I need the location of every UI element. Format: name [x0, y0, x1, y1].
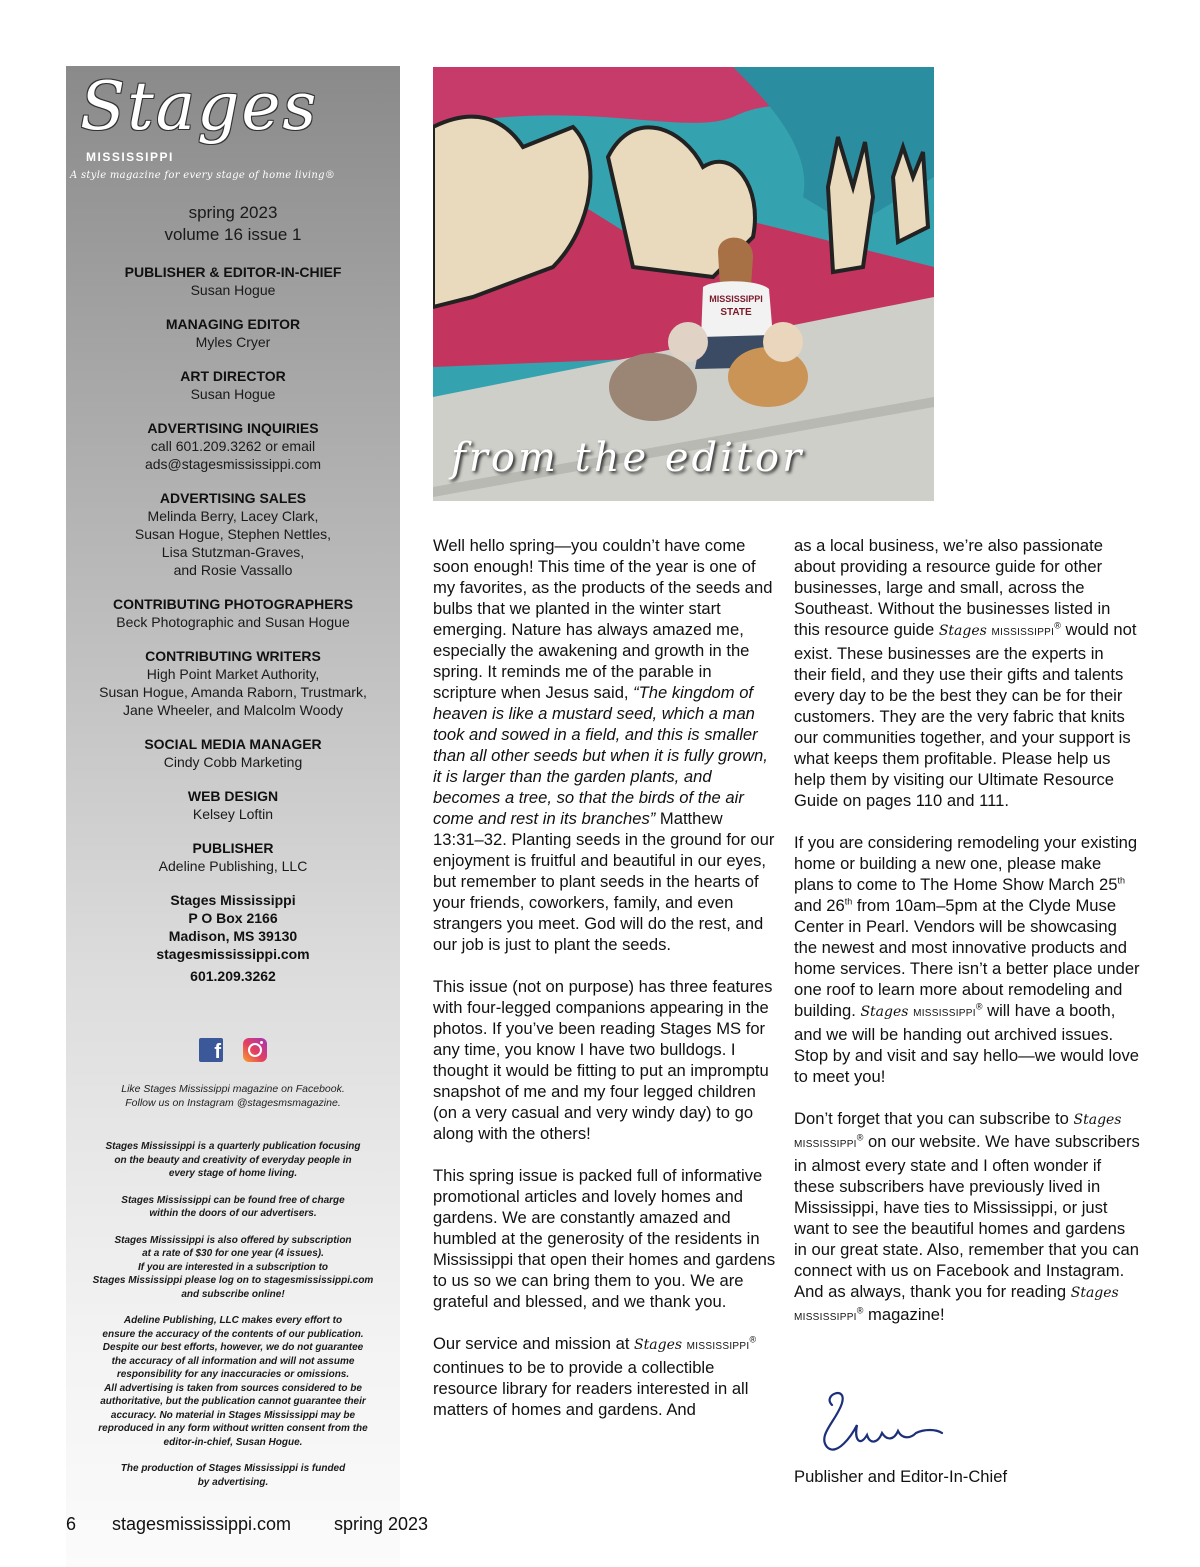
social-icons [66, 1038, 400, 1062]
credit-line: Cindy Cobb Marketing [163, 754, 303, 770]
facebook-icon[interactable]: f [199, 1038, 223, 1062]
brand-mark [634, 1334, 756, 1353]
text-run: If you are considering remodeling your existing home or building a new one, please make plans to come to The Home Show March 25 [794, 833, 1138, 894]
logo-wordmark: Stages [80, 68, 319, 145]
text-run: Our service and mission at [433, 1334, 635, 1353]
brand-script: Stages [634, 1337, 683, 1353]
issue-volume: volume 16 issue 1 [164, 225, 302, 244]
signature-graphic [812, 1385, 952, 1465]
brand-reg: ® [975, 1001, 983, 1012]
text-run: on our website. We have subscribers in almost every state and I often wonder if these subscribers have previously lived in Mississippi, have ties to Mississippi, or just want to see the beautiful homes and gardens in our great state. Also, remember that you can connect with us on Facebook and Instagram. And as always, thank you for reading [794, 1132, 1140, 1301]
fine-line: within the doors of our advertisers. [149, 1208, 317, 1219]
logo-tagline: A style magazine for every stage of home living® [70, 170, 336, 181]
fine-line: If you are interested in a subscription to [137, 1261, 329, 1273]
fine-line: responsibility for any inaccuracies or omissions. [116, 1369, 350, 1380]
fine-line: Stages Mississippi can be found free of charge [121, 1194, 345, 1206]
text-run: as a local business, we’re also passionate about providing a resource guide for other businesses, large and small, across the Southeast. Without the businesses listed in this resource guide [794, 536, 1111, 639]
credit-publisher-editor [66, 263, 400, 299]
fine-line: reproduced in any form without written consent from the [98, 1423, 368, 1434]
brand-reg: ® [1054, 620, 1061, 631]
text-run: Well hello spring—you couldn’t have come soon enough! This time of the year is one of my favorites, as the products of the seeds and bulbs that we planted in the winter start emerging. Nature has always amazed me, especially the awakening and growth in the spring. It reminds me of the parable in scripture when Jesus said, [433, 536, 773, 702]
fine-line: by advertising. [197, 1476, 269, 1488]
mailing-address [66, 891, 400, 985]
credit-title: CONTRIBUTING WRITERS [145, 648, 321, 664]
masthead-credits [66, 263, 400, 1001]
article-paragraph [433, 1333, 777, 1420]
article-paragraph [794, 832, 1140, 1087]
brand-reg: ® [749, 1334, 757, 1345]
scripture-quote: “The kingdom of heaven is like a mustard seed, which a man took and sowed in a field, and this is smaller than all other seeds but when it is fully grown, it is larger than the garden plants, and becomes a tree, so that the birds of the air come and rest in its branches” [433, 683, 768, 828]
article-paragraph: This issue (not on purpose) has three features with four-legged companions appearing in the photos. If you’ve been reading Stages MS for any time, you know I have two bulldogs. I thought it would be fitting to put an impromptu snapshot of me and my four legged children (on a very casual and very windy day) to go along with the others! [433, 977, 773, 1143]
credit-line: Beck Photographic and Susan Hogue [116, 614, 350, 630]
credit-line: High Point Market Authority, [146, 666, 320, 682]
fine-print-paragraph [72, 1314, 394, 1449]
credit-title: MANAGING EDITOR [165, 316, 301, 332]
fine-print [72, 1140, 394, 1502]
credit-publisher [66, 839, 400, 875]
text-run: continues to be to provide a collectible resource library for readers interested in all matters of homes and gardens. And [433, 1358, 749, 1419]
text-run: will have a booth, and we will be handing out archived issues. Stop by and visit and say hello—we would love to meet you! [794, 1001, 1139, 1086]
instagram-note: Follow us on Instagram @stagesmsmagazine. [125, 1097, 341, 1109]
fine-line: every stage of home living. [168, 1168, 298, 1179]
text-run: magazine! [863, 1305, 945, 1324]
credit-line: Melinda Berry, Lacey Clark, [147, 508, 319, 524]
address-line: Madison, MS 39130 [168, 928, 298, 944]
fine-line: Despite our best efforts, however, we do not guarantee [102, 1342, 364, 1353]
brand-mark [860, 1001, 982, 1020]
text-run: and 26 [794, 896, 845, 915]
masthead-sidebar [66, 66, 400, 1567]
credit-line: Jane Wheeler, and Malcolm Woody [123, 702, 343, 718]
fine-line: the accuracy of all information and will not assume [111, 1355, 355, 1367]
credit-social-media-manager [66, 735, 400, 771]
editor-photo [433, 67, 934, 501]
fine-print-paragraph [72, 1194, 394, 1221]
credit-art-director [66, 367, 400, 403]
credit-title: ART DIRECTOR [180, 368, 286, 384]
instagram-icon[interactable] [243, 1038, 267, 1062]
brand-reg: ® [856, 1305, 864, 1316]
credit-line: Susan Hogue [190, 282, 276, 298]
credit-advertising-sales [66, 489, 400, 579]
credit-contributing-writers [66, 647, 400, 719]
text-run: from 10am–5pm at the Clyde Muse Center in Pearl. Vendors will be showcasing the newest and most innovative products and home services. There isn’t a better place under one roof to learn more about remodeling and building. [794, 896, 1140, 1020]
brand-script: Stages [938, 623, 987, 639]
ordinal-suffix: th [1117, 875, 1125, 886]
text-run: would not exist. These businesses are the experts in their field, and they use their gifts and talents every day to be the best they can be for their customers. They are the very fabric that knits our communities together, and your support is what keeps them profitable. Please help us help them by visiting our Ultimate Resource Guide on pages 110 and 111. [794, 620, 1137, 810]
fine-line: Stages Mississippi please log on to stagesmississippi.com [92, 1275, 374, 1286]
brand-caps: MISSISSIPPI [794, 1139, 857, 1150]
credit-title: SOCIAL MEDIA MANAGER [144, 736, 322, 752]
facebook-note: Like Stages Mississippi magazine on Facebook. [121, 1083, 345, 1095]
brand-mark [939, 620, 1061, 639]
footer-site: stagesmississippi.com [112, 1514, 292, 1534]
fine-line: authoritative, but the publication cannot guarantee their [100, 1396, 366, 1407]
credit-line: Susan Hogue, Stephen Nettles, [134, 526, 332, 542]
social-note [66, 1082, 400, 1110]
fine-line: Stages Mississippi is also offered by subscription [114, 1234, 352, 1246]
website-text: stagesmississippi.com [156, 946, 310, 962]
fine-line: The production of Stages Mississippi is funded [120, 1463, 346, 1474]
fine-line: editor-in-chief, Susan Hogue. [163, 1436, 303, 1448]
credit-line: Adeline Publishing, LLC [158, 858, 308, 874]
credit-contributing-photographers [66, 595, 400, 631]
ordinal-suffix: th [844, 896, 853, 907]
logo-subtitle: MISSISSIPPI [86, 150, 174, 164]
credit-line: ads@stagesmississippi.com [144, 456, 322, 472]
fine-line: on the beauty and creativity of everyday people in [114, 1154, 352, 1166]
article-paragraph [794, 535, 1140, 811]
brand-script: Stages [860, 1004, 909, 1020]
footer-season: spring 2023 [334, 1514, 429, 1534]
article-paragraph [433, 535, 777, 955]
brand-caps: MISSISSIPPI [686, 1341, 750, 1352]
fine-line: ensure the accuracy of the contents of our publication. [102, 1328, 364, 1340]
fine-line: Adeline Publishing, LLC makes every effort to [123, 1315, 343, 1326]
article-column-1 [433, 535, 777, 1441]
signature [812, 1385, 952, 1465]
text-run: Matthew 13:31–32. Planting seeds in the ground for our enjoyment is fruitful and beautiful in our eyes, but remember to plant seeds in the hearts of your friends, coworkers, family, and even strangers you meet. God will do the rest, and our job is just to plant the seeds. [433, 809, 775, 954]
credit-title: ADVERTISING SALES [159, 490, 307, 506]
fine-line: and subscribe online! [181, 1288, 285, 1300]
brand-caps: MISSISSIPPI [794, 1312, 857, 1323]
issue-season: spring 2023 [188, 203, 278, 222]
phone-number: 601.209.3262 [190, 968, 276, 984]
fine-line: at a rate of $30 for one year (4 issues). [142, 1248, 324, 1259]
brand-script: Stages [1073, 1112, 1122, 1128]
fine-line: All advertising is taken from sources considered to be [104, 1382, 362, 1394]
article-paragraph: This spring issue is packed full of informative promotional articles and lovely homes and gardens. We are constantly amazed and humbled at the generosity of the residents in Mississippi that open their homes and gardens to us so we can bring them to you. We are grateful and blessed, and we thank you. [433, 1166, 776, 1311]
address-line: Stages Mississippi [170, 892, 296, 908]
credit-title: PUBLISHER [192, 840, 274, 856]
credit-line: Kelsey Loftin [192, 806, 274, 822]
fine-line: Stages Mississippi is a quarterly publication focusing [105, 1141, 361, 1152]
credit-advertising-inquiries [66, 419, 400, 473]
credit-line: Susan Hogue [190, 386, 276, 402]
credit-line: Myles Cryer [195, 334, 271, 350]
shirt-text-2: STATE [720, 307, 752, 318]
text-run: Don’t forget that you can subscribe to [794, 1109, 1074, 1128]
fine-print-paragraph [72, 1140, 394, 1181]
credit-line: Susan Hogue, Amanda Raborn, Trustmark, [99, 684, 367, 700]
signoff-title: Publisher and Editor-In-Chief [794, 1467, 1008, 1486]
fine-print-paragraph [72, 1462, 394, 1489]
page-number: 6 [66, 1514, 77, 1534]
brand-script: Stages [1070, 1285, 1119, 1301]
address-line: P O Box 2166 [188, 910, 278, 926]
credit-line: Lisa Stutzman-Graves, [161, 544, 305, 560]
issue-info [66, 202, 400, 246]
credit-title: PUBLISHER & EDITOR-IN-CHIEF [124, 264, 342, 280]
shirt-text-1: MISSISSIPPI [709, 294, 763, 304]
brand-reg: ® [856, 1132, 864, 1143]
photo-caption: from the editor [451, 435, 805, 481]
stages-logo [66, 68, 400, 186]
fine-line: accuracy. No material in Stages Mississippi may be [110, 1409, 356, 1421]
credit-line: and Rosie Vassallo [173, 562, 293, 578]
article-paragraph [794, 1108, 1140, 1328]
article-column-2 [794, 535, 1140, 1349]
credit-title: WEB DESIGN [187, 788, 279, 804]
credit-title: CONTRIBUTING PHOTOGRAPHERS [112, 596, 354, 612]
credit-line: call 601.209.3262 or email [150, 438, 316, 454]
fine-print-paragraph [72, 1234, 394, 1302]
credit-title: ADVERTISING INQUIRIES [147, 420, 319, 436]
credit-managing-editor [66, 315, 400, 351]
credit-web-design [66, 787, 400, 823]
brand-caps: MISSISSIPPI [913, 1008, 976, 1019]
brand-caps: MISSISSIPPI [991, 627, 1055, 638]
